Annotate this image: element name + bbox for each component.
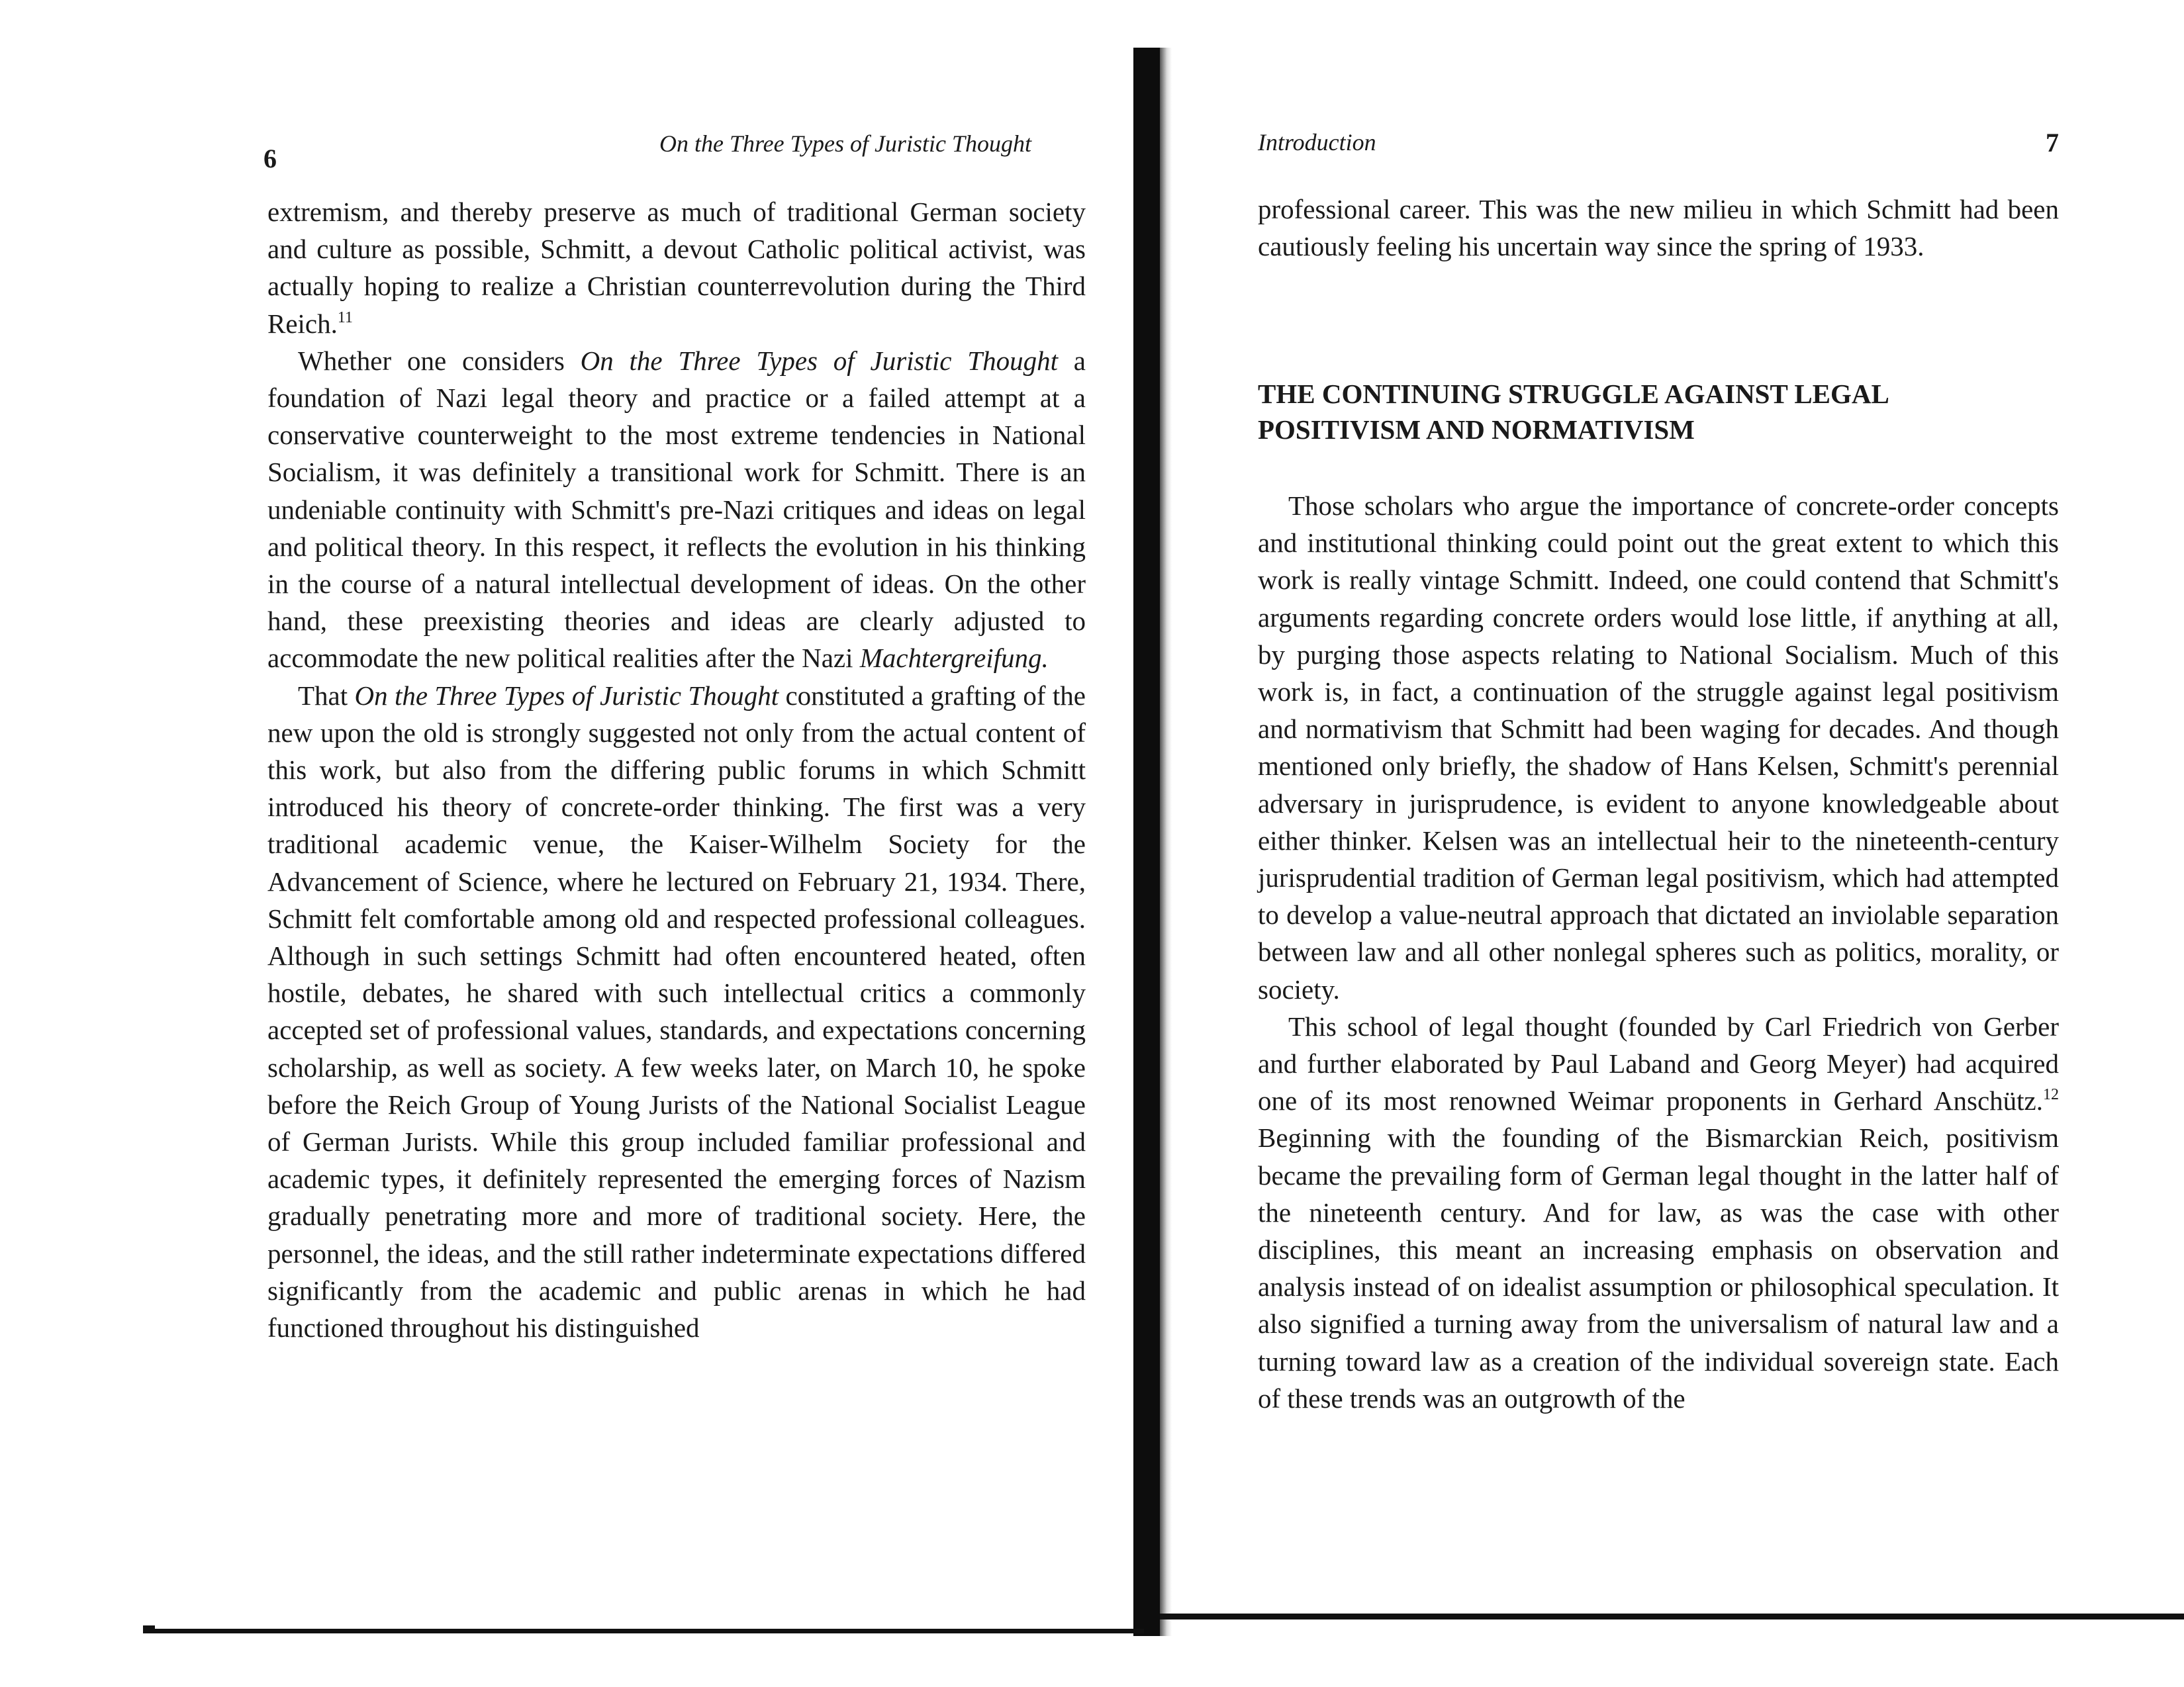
book-title-ref: On the Three Types of Juristic Thought (580, 345, 1058, 376)
section-heading-line-1: THE CONTINUING STRUGGLE AGAINST LEGAL (1258, 379, 1889, 409)
page-number-right: 7 (2046, 128, 2059, 158)
left-paragraph-2-body: a foundation of Nazi legal theory and practice or a failed attempt at a conservative counterweight to the most extreme tendencies in National Socialism, it was definitely a transitional work for Schmitt. There is an undeniable continuity with Schmitt's pre-Nazi critiques and ideas on legal and political theory. In this respect, it reflects the evolution in his thinking in the course of a natural intellectual development of ideas. On the other hand, these preexisting theories and ideas are clearly adjusted to accommodate the new political realities after the Nazi (267, 345, 1086, 674)
section-heading (1258, 376, 2065, 447)
right-body-text (1258, 487, 2059, 1417)
book-gutter (1133, 48, 1160, 1636)
right-page (1165, 0, 2184, 1687)
right-paragraph-3 (1258, 1008, 2059, 1417)
right-paragraph-3-start: This school of legal thought (founded by Carl Friedrich von Gerber and further elaborated by Paul Laband and Georg Meyer) had acquired one of its most renowned Weimar proponents in Gerhard Anschütz. (1258, 1011, 2059, 1117)
left-paragraph-3-body: constituted a grafting of the new upon the old is strongly suggested not only from the actual content of this work, but also from the differing public forums in which Schmitt introduced his theory of concrete-order thinking. The first was a very traditional academic venue, the Kaiser-Wilhelm Society for the Advancement of Science, where he lectured on February 21, 1934. There, Schmitt felt comfortable among old and respected professional colleagues. Although in such settings Schmitt had often encountered heated, often hostile, debates, he shared with such intellectual critics a commonly accepted set of professional values, standards, and expectations concerning scholarship, as well as society. A few weeks later, on March 10, he spoke before the Reich Group of Young Jurists of the National Socialist League of German Jurists. While this group included familiar professional and academic types, it definitely represented the emerging forces of Nazism gradually penetrating more and more of traditional society. Here, the personnel, the ideas, and the still rather indeterminate expectations differed significantly from the academic and public arenas in which he had functioned throughout his distinguished (267, 680, 1086, 1344)
left-body-text (267, 193, 1086, 1346)
right-paragraph-1: professional career. This was the new milieu in which Schmitt had been cautiously feeling his uncertain way since the spring of 1933. (1258, 194, 2059, 262)
running-head-right: Introduction (1258, 129, 1376, 156)
left-paragraph-3 (267, 677, 1086, 1347)
left-paragraph-1 (267, 193, 1086, 342)
right-top-text (1258, 191, 2059, 265)
bottom-edge-left (151, 1629, 1144, 1633)
footnote-ref-11: 11 (337, 308, 353, 326)
page-number-left: 6 (263, 144, 277, 173)
right-paragraph-3-body: Beginning with the founding of the Bismarckian Reich, positivism became the prevailing form of German legal thought in the latter half of the nineteenth century. And for law, as was the case with other disciplines, this meant an increasing emphasis on observation and analysis instead of on idealist assumption or philosophical speculation. It also signified a turning away from the universalism of natural law and a turning toward law as a creation of the individual sovereign state. Each of these trends was an outgrowth of the (1258, 1122, 2059, 1414)
running-head-left: On the Three Types of Juristic Thought (659, 130, 1031, 157)
book-title-ref-2: On the Three Types of Juristic Thought (354, 680, 779, 711)
left-paragraph-1-text: extremism, and thereby preserve as much of traditional German society and culture as possible, Schmitt, a devout Catholic political activist, was actually hoping to realize a Christian counterrevolution during the Third Reich. (267, 197, 1086, 339)
left-paragraph-2 (267, 342, 1086, 677)
left-paragraph-2-start: Whether one considers (298, 345, 581, 376)
machtergreifung-term: Machtergreifung. (859, 643, 1049, 674)
section-heading-line-2: POSITIVISM AND NORMATIVISM (1258, 414, 1695, 445)
footnote-ref-12: 12 (2043, 1086, 2059, 1104)
right-paragraph-2: Those scholars who argue the importance of concrete-order concepts and institutional thinking could point out the great extent to which this work is really vintage Schmitt. Indeed, one could contend that Schmitt's arguments regarding concrete orders would lose little, if anything at all, by purging those aspects relating to National Socialism. Much of this work is, in fact, a continuation of the struggle against legal positivism and normativism that Schmitt had been waging for decades. And though mentioned only briefly, the shadow of Hans Kelsen, Schmitt's perennial adversary in jurisprudence, is evident to anyone knowledgeable about either thinker. Kelsen was an intellectual heir to the nineteenth-century jurisprudential tradition of German legal positivism, which had attempted to develop a value-neutral approach that dictated an inviolable separation between law and all other nonlegal spheres such as politics, morality, or society. (1258, 490, 2059, 1005)
left-paragraph-3-start: That (298, 680, 355, 711)
